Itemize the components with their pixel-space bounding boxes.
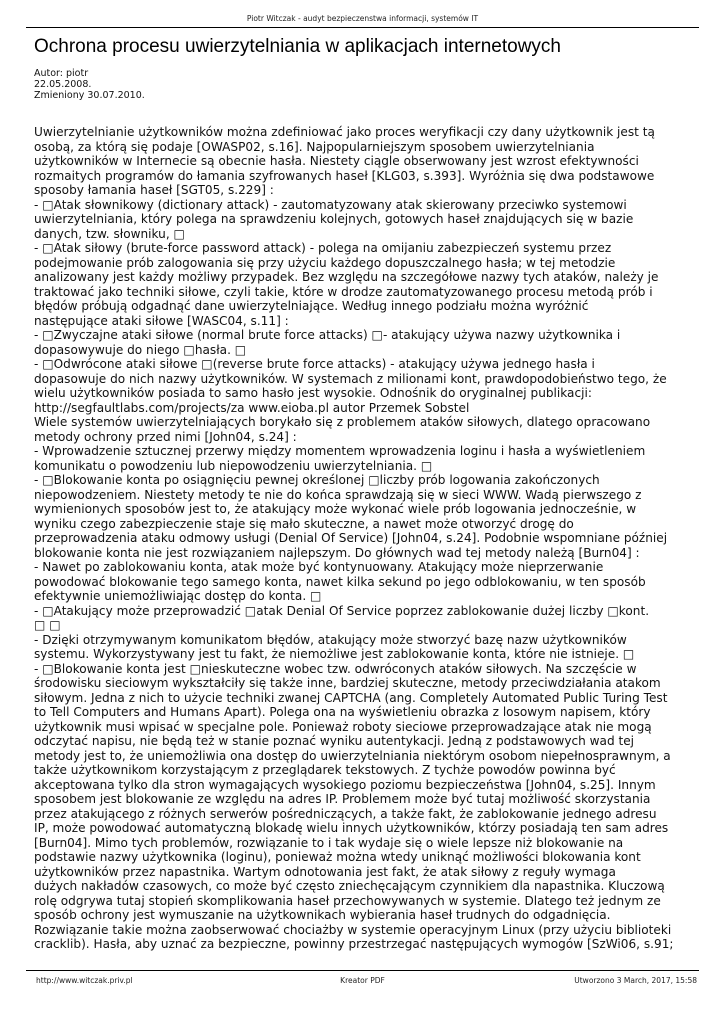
body-text-line: - Wprowadzenie sztucznej przerwy między momentem wprowadzenia loginu i hasła a wyświetleniem (34, 444, 646, 458)
body-text-line: odczytać napisu, nie będą też w stanie poznać wyniku autentykacji. Jedną z podstawowych wad tej (34, 734, 635, 748)
body-text-line: blokowanie konta nie jest rozwiązaniem najlepszym. Do głównych wad tej metody należą [Burn04] : (34, 545, 640, 560)
body-text-line: [Burn04]. Mimo tych problemów, rozwiązanie to i tak wydaje się o wiele lepsze niż blokowanie na (34, 835, 624, 850)
body-text-line: dopasowywuje do niego □hasła. □ (34, 342, 247, 357)
body-text-line: użytkownik musi wpisać w specjalne pole. Ponieważ roboty sieciowe przeprowadzające atak nie mogą (34, 719, 652, 734)
body-text-line: - Nawet po zablokowaniu konta, atak może być kontynuowany. Atakujący może nieprzerwanie (34, 560, 604, 574)
body-text-line: - □Atak siłowy (brute-force password attack) - polega na omijaniu zabezpieczeń systemu przez (34, 241, 612, 255)
body-text-line: - □Odwrócone ataki siłowe □(reverse brute force attacks) - atakujący używa jednego hasła i (34, 357, 595, 371)
body-text-line: Uwierzytelnianie użytkowników można zdefiniować jako proces weryfikacji czy dany użytkownik jest tą (34, 125, 655, 139)
body-text-line: - □Atak słownikowy (dictionary attack) - zautomatyzowany atak skierowany przeciwko systemowi (34, 197, 627, 212)
body-text-line: siłowym. Jedna z nich to użycie techniki zwanej CAPTCHA (ang. Completely Automated Public Turing Test (34, 690, 668, 705)
modified-date: Zmieniony 30.07.2010. (34, 90, 145, 101)
running-header: Piotr Witczak - audyt bezpieczenstwa informacji, systemów IT (246, 14, 479, 23)
body-text-line: - Dzięki otrzymywanym komunikatom błędów, atakujący może stworzyć bazę nazw użytkowników (34, 632, 627, 647)
footer-timestamp: Utworzono 3 March, 2017, 15:58 (574, 976, 697, 985)
body-text-line: Wiele systemów uwierzytelniających borykało się z problemem ataków siłowych, dlatego opracowano (34, 415, 651, 429)
body-text-line: efektywnie uniemożliwiając dostęp do konta. □ (34, 589, 322, 603)
body-text-line: analizowany jest każdy możliwy przypadek. Bez względu na szczegółowe nazwy tych ataków, należy je (34, 270, 659, 284)
body-text-line: - □Blokowanie konta jest □nieskuteczne wobec tzw. odwróconych ataków siłowych. Na szczęście w (34, 661, 637, 676)
body-text-line: http://segfaultlabs.com/projects/za www.eioba.pl autor Przemek Sobstel (34, 400, 470, 415)
body-text-line: komunikatu o powodzeniu lub niepowodzeniu uwierzytelniania. □ (34, 458, 433, 473)
body-text-line: użytkowników przez napastnika. Wartym odnotowania jest fakt, że atak siłowy z reguły wymaga (34, 864, 616, 879)
body-text-line: to Tell Computers and Humans Apart). Polega ona na wyświetleniu obrazka z losowym napisem, który (34, 705, 651, 719)
body-text-line: □ □ (34, 618, 61, 632)
body-text-line: podejmowanie prób zalogowania się przy użyciu każdego dopuszczalnego hasła; w tej metodzie (34, 255, 616, 270)
body-text-line: rolę odgrywa tutaj stopień skomplikowania haseł przechowywanych w systemie. Dlatego też jednym ze (34, 893, 661, 908)
body-text-line: - □Atakujący może przeprowadzić □atak Denial Of Service poprzez zablokowanie dużej liczby □kont. (34, 603, 650, 618)
created-date: 22.05.2008. (34, 79, 92, 90)
body-text-line: wielu użytkowników posiada to samo hasło jest wysokie. Odnośnik do oryginalnej publikacji: (34, 386, 592, 400)
body-text-line: wyniku czego zabezpieczenie staje się mało skuteczne, a nawet może otworzyć drogę do (34, 516, 574, 531)
body-text-line: sposoby łamania haseł [SGT05, s.229] : (34, 183, 274, 197)
body-text-line: dużych nakładów czasowych, co może być często zniechęcającym czynnikiem dla napastnika. Kluczową (34, 879, 665, 893)
body-text-line: uwierzytelniania, który polega na sprawdzeniu kolejnych, gotowych haseł znajdujących się w bazie (34, 212, 634, 226)
body-text-line: sposób ochrony jest wymuszanie na użytkownikach wybierania haseł trudnych do odgadnięcia. (34, 908, 611, 922)
body-text-line: powodować blokowanie tego samego konta, nawet kilka sekund po jego odblokowaniu, w ten sposób (34, 574, 646, 589)
body-text-line: przez atakującego z różnych serwerów pośredniczących, a także fakt, że zablokowanie jednego adresu (34, 806, 657, 821)
body-text-line: niepowodzeniem. Niestety metody te nie do końca sprawdzają się w sieci WWW. Wadą pierwszego z (34, 487, 642, 502)
body-text-line: systemu. Wykorzystywany jest tu fakt, że niemożliwe jest zablokowanie konta, które nie istnieje. □ (34, 647, 635, 661)
header-rule (26, 27, 699, 28)
page-title: Ochrona procesu uwierzytelniania w aplikacjach internetowych (34, 36, 561, 57)
body-text-line: - □Blokowanie konta po osiągnięciu pewnej określonej □liczby prób logowania zakończonych (34, 473, 600, 487)
body-text-line: środowisku sieciowym wykształciły się także inne, bardziej skuteczne, metody przeciwdziałania atakom (34, 676, 661, 690)
body-text-line: osobą, za którą się podaje [OWASP02, s.16]. Najpopularniejszym sposobem uwierzytelniania (34, 139, 595, 154)
body-text-line: podstawie nazwy użytkownika (loginu), ponieważ można wtedy uniknąć możliwości blokowania kont (34, 850, 641, 864)
body-text-line: danych, tzw. słowniku, □ (34, 226, 185, 241)
body-text-line: przeprowadzenia ataku odmowy usługi (Denial Of Service) [John04, s.24]. Podobnie wspomniane później (34, 531, 668, 545)
body-text-line: użytkowników w Internecie są obecnie hasła. Niestety ciągle obserwowany jest wzrost efektywności (34, 154, 639, 168)
body-text-line: błędów próbują odgadnąć dane uwierzytelniające. Według innego podziału można wyróżnić (34, 299, 589, 313)
body-text-line: metody jest to, że uniemożliwia ona dostęp do uwierzytelniania niektórym osobom niepełnosprawnym, a (34, 748, 671, 763)
footer-url[interactable]: http://www.witczak.priv.pl (36, 976, 133, 985)
body-text-line: sposobem jest blokowanie ze względu na adres IP. Problemem może być tutaj możliwość skorzystania (34, 792, 651, 806)
footer-generator: Kreator PDF (340, 976, 385, 985)
body-text-line: IP, może powodować automatyczną blokadę wielu innych użytkowników, którzy posiadają ten sam adres (34, 821, 669, 835)
body-text-line: traktować jako techniki siłowe, czyli takie, które w drodze zautomatyzowanego procesu metodą prób i (34, 284, 653, 299)
article-meta (34, 68, 145, 101)
body-text-line: - □Zwyczajne ataki siłowe (normal brute force attacks) □- atakujący używa nazwy użytkownika i (34, 328, 621, 342)
author-line: Autor: piotr (34, 68, 89, 79)
body-text-line: Rozwiązanie takie można zaobserwować chociażby w systemie operacyjnym Linux (przy użyciu biblioteki (34, 922, 672, 937)
footer-rule (26, 970, 699, 971)
body-text-line: akceptowana tylko dla stron wymagających wysokiego poziomu bezpieczeństwa [John04, s.25]. Innym (34, 777, 656, 792)
article-body (34, 125, 694, 952)
body-text-line: wymienionych sposobów jest to, że atakujący może wykonać wiele prób logowania jednocześnie, w (34, 502, 637, 516)
body-text-line: dopasowuje do nich nazwy użytkowników. W systemach z milionami kont, prawdopodobieństwo tego, że (34, 371, 667, 386)
body-text-line: metody ochrony przed nimi [John04, s.24] : (34, 429, 297, 444)
body-text-line: rozmaitych programów do łamania szyfrowanych haseł [KLG03, s.393]. Wyróżnia się dwa podstawowe (34, 168, 655, 183)
body-text-line: także użytkownikom korzystającym z przeglądarek tekstowych. Z tychże powodów powinna być (34, 763, 616, 777)
body-text-line: cracklib). Hasła, aby uznać za bezpieczne, powinny przestrzegać następujących wymogów [SzWi06, s.91; (34, 937, 674, 951)
body-text-line: następujące ataki siłowe [WASC04, s.11] : (34, 313, 289, 328)
